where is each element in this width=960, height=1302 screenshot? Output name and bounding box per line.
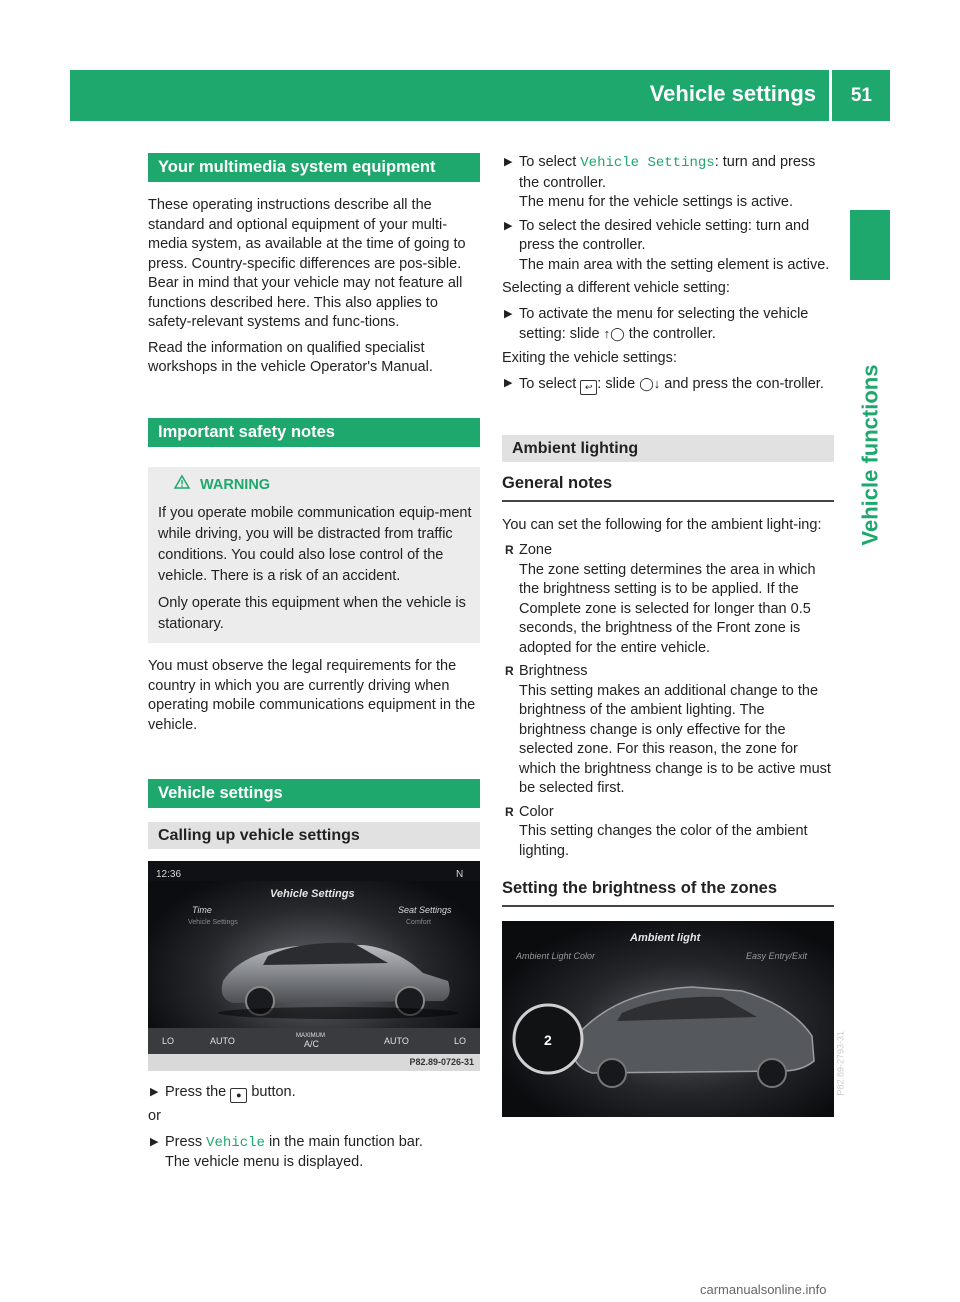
climate-ac: A/C — [304, 1039, 320, 1049]
list-item-head: Brightness — [519, 663, 588, 679]
warning-label: WARNING — [200, 476, 271, 493]
section-title-ambient: Ambient lighting — [502, 435, 834, 462]
screen-title: Vehicle Settings — [270, 888, 355, 900]
list-item — [502, 662, 834, 799]
screen-item-right-sub: Comfort — [406, 919, 431, 926]
list-item-text: This setting changes the color of the ambient lighting. — [519, 823, 808, 859]
list-item-head: Color — [519, 803, 554, 820]
section-title-vehicle-settings: Vehicle settings — [148, 779, 480, 808]
step-result: The main area with the setting element is active. — [519, 256, 830, 273]
step-text: the controller. — [628, 326, 716, 342]
step-text: : slide — [597, 376, 636, 392]
climate-lo-left: LO — [162, 1036, 175, 1046]
or-text: or — [148, 1108, 161, 1124]
back-icon: ↩ — [580, 380, 597, 395]
bullet-icon: R — [505, 543, 514, 557]
step-text: and press the con-troller. — [664, 376, 824, 392]
screen-item-right: Easy Entry/Exit — [746, 950, 808, 961]
step-text: Press the — [165, 1084, 227, 1100]
ambient-light-screenshot — [502, 921, 846, 1117]
step-text: Press — [165, 1133, 203, 1150]
zone-dial-value: 2 — [544, 1031, 552, 1048]
screen-item-left-sub: Vehicle Settings — [188, 919, 238, 926]
step-text: To select — [519, 376, 577, 392]
step-text: To select — [519, 154, 577, 170]
list-item-text: The zone setting determines the area in which the brightness setting is to be applied. If the Complete zone is selected for longer than 0.5 seconds, the brightness of the Front zone is adopted for the entire vehicle. — [519, 561, 816, 656]
paragraph: Exiting the vehicle settings: — [502, 349, 677, 366]
step-text: To select the desired vehicle setting: turn and press the controller. — [519, 217, 810, 253]
screen-item-left: Time — [192, 905, 212, 915]
subsection-title-calling: Calling up vehicle settings — [148, 822, 480, 849]
paragraph: You must observe the legal requirements for the country in which you are currently driving when operating mobile communications equipment in the vehicle. — [148, 658, 476, 733]
climate-auto-left: AUTO — [210, 1036, 235, 1046]
step-arrow-icon: ▶ — [504, 156, 513, 168]
page-number: 51 — [850, 85, 872, 106]
climate-max-label: MAXIMUM — [296, 1033, 325, 1039]
screen-clock: 12:36 — [156, 869, 182, 880]
subsection-title-brightness: Setting the brightness of the zones — [502, 879, 834, 907]
climate-lo-right: LO — [454, 1036, 467, 1046]
step-arrow-icon: ▶ — [150, 1086, 159, 1098]
menu-term: Vehicle Settings — [580, 155, 715, 171]
step-result: The vehicle menu is displayed. — [165, 1154, 364, 1170]
right-column — [502, 153, 846, 1117]
warning-triangle-icon — [174, 475, 190, 496]
list-item — [502, 541, 834, 658]
step-arrow-icon: ▶ — [504, 377, 513, 389]
screen-item-left: Ambient Light Color — [516, 950, 596, 961]
step-result: The menu for the vehicle settings is active. — [519, 194, 794, 210]
step-text: in the main function bar. — [268, 1133, 423, 1150]
screen-title: Ambient light — [630, 931, 701, 944]
figure-code: P82.89-2793-31 — [836, 1030, 846, 1096]
step-text: To activate the menu for selecting the vehicle setting: slide — [519, 305, 809, 342]
slide-up-controller-icon: ↑◯ — [603, 326, 625, 341]
warning-heading — [158, 475, 472, 496]
header-title: Vehicle settings — [649, 81, 816, 106]
slide-down-controller-icon: ◯↓ — [639, 376, 661, 391]
figure-code: P82.89-0726-31 — [409, 1057, 474, 1067]
step-arrow-icon: ▶ — [504, 219, 513, 232]
warning-text: Only operate this equipment when the vehicle is stationary. — [158, 595, 466, 632]
section-title-safety: Important safety notes — [148, 418, 480, 447]
header-separator — [829, 70, 832, 121]
screen-nav-indicator: N — [456, 869, 464, 880]
subsection-title-general: General notes — [502, 474, 834, 502]
page-header — [70, 70, 890, 121]
paragraph: These operating instructions describe all the standard and optional equipment of your multi-media system, as available at the time of going to press. Country-specific differences are pos-sible. Bear in mind that your vehicle may not feature all functions described here. This also applies to safety-relevant systems and func-tions. — [148, 197, 466, 330]
vehicle-settings-screenshot — [148, 861, 480, 1071]
instruction-step — [502, 153, 834, 213]
chapter-tab-marker — [850, 210, 890, 280]
step-arrow-icon: ▶ — [504, 307, 513, 320]
warning-box — [148, 467, 480, 644]
bullet-icon: R — [505, 804, 514, 819]
bullet-icon: R — [505, 664, 514, 678]
watermark: carmanualsonline.info — [700, 1282, 827, 1297]
chapter-tab-label — [850, 290, 890, 620]
instruction-step — [502, 305, 834, 345]
list-item-head: Zone — [519, 542, 553, 558]
climate-auto-right: AUTO — [384, 1036, 409, 1046]
menu-term: Vehicle — [206, 1134, 265, 1151]
instruction-step — [502, 374, 834, 395]
paragraph: Read the information on qualified specialist workshops in the vehicle Operator's Manual. — [148, 339, 433, 375]
section-title-multimedia: Your multimedia system equipment — [148, 153, 480, 182]
chapter-tab-text: Vehicle functions — [857, 364, 883, 546]
paragraph: You can set the following for the ambient light-ing: — [502, 516, 822, 533]
left-column — [148, 153, 480, 1177]
screen-item-right: Seat Settings — [398, 905, 452, 915]
figure-code-strip — [148, 1054, 480, 1071]
list-item — [502, 803, 834, 862]
instruction-step — [148, 1083, 480, 1103]
step-text: : turn and press the controller. — [519, 154, 816, 191]
list-item-text: This setting makes an additional change to the brightness of the ambient lighting. The brightness change is only effective for the selected zone. For this reason, the zone for which the brightness change is to be active must be selected first. — [519, 682, 831, 796]
step-arrow-icon: ▶ — [150, 1135, 159, 1148]
climate-bar — [148, 1028, 480, 1054]
car-button-icon: ● — [230, 1088, 247, 1103]
step-text: button. — [251, 1084, 296, 1100]
instruction-step — [502, 217, 834, 276]
instruction-step — [148, 1133, 480, 1173]
warning-text: If you operate mobile communication equip-ment while driving, you will be distracted from traffic conditions. You could also lose control of the vehicle. There is a risk of an accident. — [158, 505, 472, 584]
paragraph: Selecting a different vehicle setting: — [502, 280, 730, 296]
